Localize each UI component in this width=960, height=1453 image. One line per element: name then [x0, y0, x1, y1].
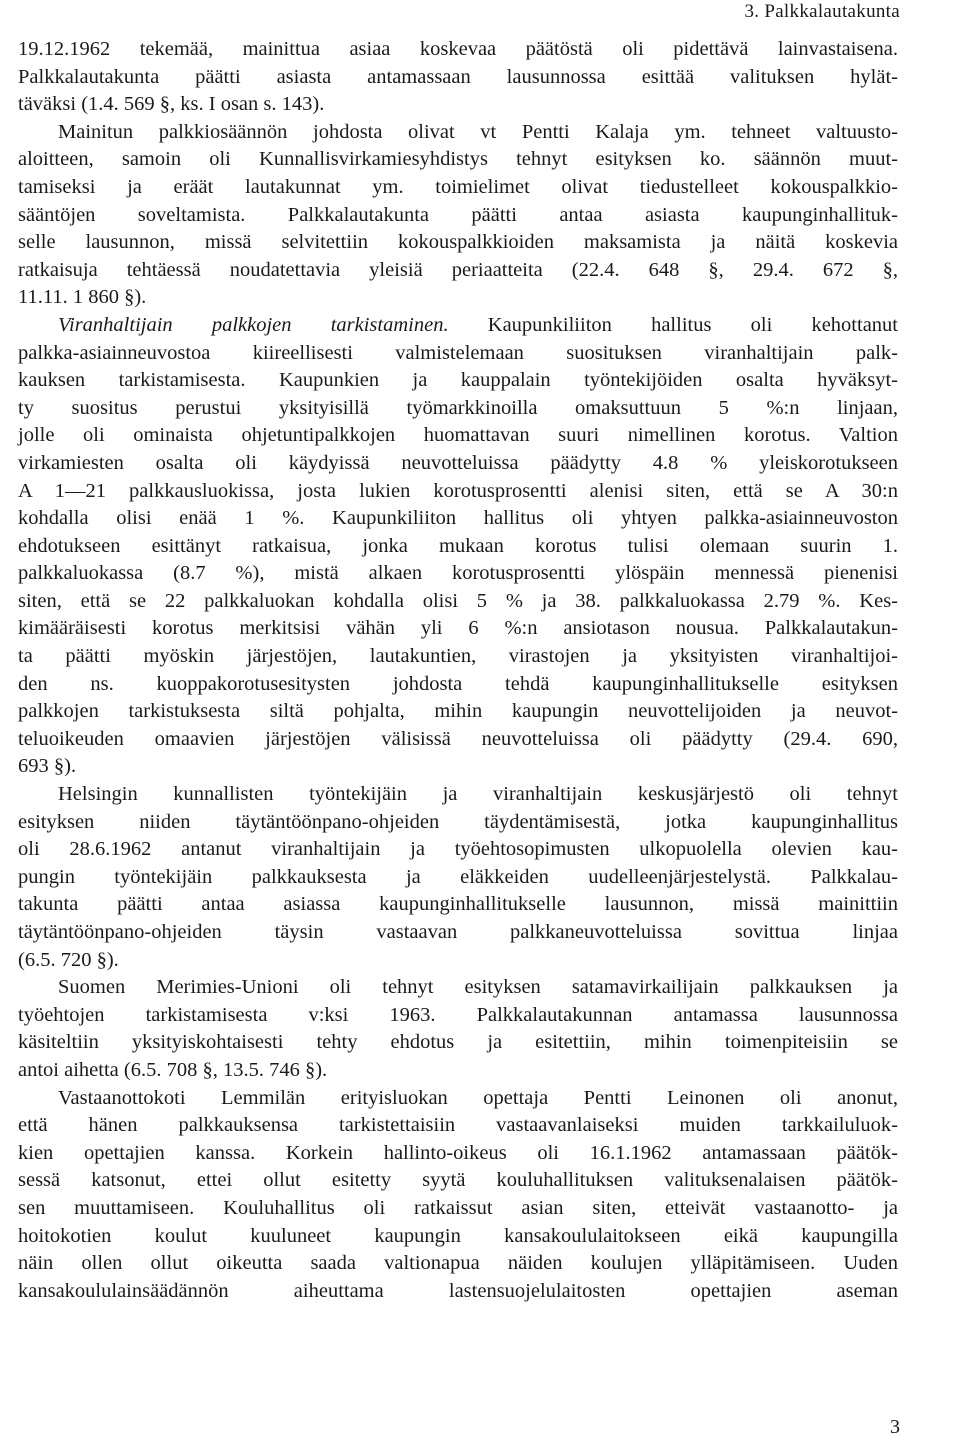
- line-text: kimääräisesti korotus merkitsisi vähän yli 6 %:n ansiotason nousua. Palkkalautakun-: [18, 617, 898, 640]
- line-text: Vastaanottokoti Lemmilän erityisluokan opettaja Pentti Leinonen oli anonut,: [58, 1086, 898, 1109]
- text-line: [18, 588, 898, 616]
- text-line: [18, 974, 898, 1002]
- text-line: [18, 809, 898, 837]
- line-text: ratkaisuja tehtäessä noudatettavia yleisiä periaatteita (22.4. 648 §, 29.4. 672 §,: [18, 258, 898, 281]
- text-line: [18, 1167, 898, 1195]
- line-text: näin ollen ollut oikeutta saada valtionapua näiden koulujen ylläpitämiseen. Uuden: [18, 1252, 898, 1275]
- running-header: 3. Palkkalautakunta: [744, 1, 900, 22]
- text-line: [18, 836, 898, 864]
- text-line: [18, 1029, 898, 1057]
- line-text: ty suositus perustui yksityisillä työmarkkinoilla omaksuttuun 5 %:n linjaan,: [18, 396, 898, 419]
- line-text: palkka-asiainneuvostoa kiireellisesti valmistelemaan suosituksen viranhaltijain palk-: [18, 341, 898, 364]
- text-line: [18, 919, 898, 947]
- text-line: [18, 257, 898, 285]
- text-line: [18, 1002, 898, 1030]
- line-text: jolle oli ominaista ohjetuntipalkkojen huomattavan suuri nimellinen korotus. Valtion: [18, 424, 898, 447]
- line-text: 11.11. 1 860 §).: [18, 286, 147, 309]
- text-line: [18, 1057, 898, 1085]
- line-text: Mainitun palkkiosäännön johdosta olivat vt Pentti Kalaja ym. tehneet valtuusto-: [58, 120, 898, 143]
- text-line: [18, 64, 898, 92]
- page-number: 3: [890, 1416, 900, 1438]
- line-text: 693 §).: [18, 755, 77, 778]
- line-text: teluoikeuden omaavien järjestöjen välisissä neuvotteluissa oli päädytty (29.4. 690,: [18, 727, 898, 750]
- line-text: sen muuttamiseen. Kouluhallitus oli ratkaissut asian siten, etteivät vastaanotto- ja: [18, 1196, 898, 1219]
- text-line: [18, 643, 898, 671]
- line-text: siten, että se 22 palkkaluokan kohdalla olisi 5 % ja 38. palkkaluokassa 2.79 %. Kes-: [18, 589, 898, 612]
- text-line: [18, 1278, 898, 1306]
- line-text: kansakoululainsäädännön aiheuttama lastensuojelulaitosten opettajien aseman: [18, 1279, 898, 1302]
- line-text: (6.5. 720 §).: [18, 948, 119, 971]
- line-text: oli 28.6.1962 antanut viranhaltijain ja työehtosopimusten ulkopuolella olevien kau-: [18, 838, 898, 861]
- line-text: den ns. kuoppakorotusesitysten johdosta tehdä kaupunginhallitukselle esityksen: [18, 672, 898, 695]
- text-line: [18, 202, 898, 230]
- text-line: [18, 340, 898, 368]
- line-text: tamiseksi ja eräät lautakunnat ym. toimielimet olivat tiedustelleet kokouspalkkio-: [18, 175, 898, 198]
- text-line: [18, 36, 898, 64]
- text-line: [18, 505, 898, 533]
- line-text: työehtojen tarkistamisesta v:ksi 1963. Palkkalautakunnan antamassa lausunnossa: [18, 1003, 898, 1026]
- line-text: A 1—21 palkkausluokissa, josta lukien korotusprosentti alenisi siten, että se A 30:n: [18, 479, 898, 502]
- line-text: 19.12.1962 tekemää, mainittua asiaa koskevaa päätöstä oli pidettävä lainvastaisena.: [18, 38, 898, 60]
- text-line: [18, 367, 898, 395]
- text-line: [18, 560, 898, 588]
- line-text: hoitokotien koulut kuuluneet kaupungin kansakoululaitokseen eikä kaupungilla: [18, 1224, 898, 1247]
- line-text: kien opettajien kanssa. Korkein hallinto-oikeus oli 16.1.1962 antamassaan päätök-: [18, 1141, 898, 1164]
- text-line: [18, 146, 898, 174]
- line-text: sessä katsonut, ettei ollut esitetty syytä kouluhallituksen valituksenalaisen päätök-: [18, 1169, 898, 1192]
- document-body: [18, 36, 898, 1305]
- line-text: kauksen tarkistamisesta. Kaupunkien ja kauppalain työntekijöiden osalta hyväksyt-: [18, 369, 898, 392]
- line-text: Kaupunkiliiton hallitus oli kehottanut: [448, 313, 898, 336]
- line-text: pungin työntekijäin palkkauksesta ja eläkkeiden uudelleenjärjestelystä. Palkkalau-: [18, 865, 898, 888]
- line-text: kohdalla olisi enää 1 %. Kaupunkiliiton hallitus oli yhtyen palkka-asiainneuvoston: [18, 507, 898, 530]
- text-line: [18, 1195, 898, 1223]
- text-line: [18, 229, 898, 257]
- line-text: täväksi (1.4. 569 §, ks. I osan s. 143).: [18, 93, 325, 116]
- line-text: palkkojen tarkistuksesta siltä pohjalta, mihin kaupungin neuvottelijoiden ja neuvot-: [18, 700, 898, 723]
- text-line: [18, 422, 898, 450]
- line-text: antoi aihetta (6.5. 708 §, 13.5. 746 §).: [18, 1058, 328, 1081]
- line-text: palkkaluokassa (8.7 %), mistä alkaen korotusprosentti ylöspäin mennessä pienenisi: [18, 562, 898, 585]
- text-line: [18, 312, 898, 340]
- line-text: aloitteen, samoin oli Kunnallisvirkamiesyhdistys tehnyt esityksen ko. säännön muut-: [18, 148, 898, 171]
- line-text: täytäntöönpano-ohjeiden täysin vastaavan palkkaneuvotteluissa sovittua linjaa: [18, 921, 898, 943]
- text-line: [18, 478, 898, 506]
- text-line: [18, 91, 898, 119]
- line-text: ehdotukseen esittänyt ratkaisua, jonka mukaan korotus tulisi olemaan suurin 1.: [18, 534, 898, 557]
- line-text: ta päätti myöskin järjestöjen, lautakuntien, virastojen ja yksityisten viranhaltijoi-: [18, 645, 898, 668]
- text-line: [18, 671, 898, 699]
- text-line: [18, 947, 898, 975]
- text-line: [18, 726, 898, 754]
- line-text: käsiteltiin yksityiskohtaisesti tehty ehdotus ja esitettiin, mihin toimenpiteisiin se: [18, 1031, 898, 1054]
- text-line: [18, 753, 898, 781]
- text-line: [18, 284, 898, 312]
- line-text: Palkkalautakunta päätti asiasta antamassaan lausunnossa esittää valituksen hylät-: [18, 65, 898, 88]
- text-line: [18, 1112, 898, 1140]
- line-text: että hänen palkkauksensa tarkistettaisiin vastaavanlaiseksi muiden tarkkailuluok-: [18, 1114, 898, 1137]
- text-line: [18, 891, 898, 919]
- line-text: Helsingin kunnallisten työntekijäin ja viranhaltijain keskusjärjestö oli tehnyt: [58, 783, 898, 806]
- line-text: esityksen niiden täytäntöönpano-ohjeiden täydentämisestä, jotka kaupunginhallitus: [18, 810, 898, 833]
- text-line: [18, 395, 898, 423]
- line-text: takunta päätti antaa asiassa kaupunginhallitukselle lausunnon, missä mainittiin: [18, 893, 898, 916]
- line-text: sääntöjen soveltamista. Palkkalautakunta päätti antaa asiasta kaupunginhallituk-: [18, 203, 898, 226]
- line-text: virkamiesten osalta oli käydyissä neuvotteluissa päädytty 4.8 % yleiskorotukseen: [18, 451, 898, 474]
- text-line: [18, 615, 898, 643]
- line-text: selle lausunnon, missä selvitettiin kokouspalkkioiden maksamista ja näitä koskevia: [18, 231, 898, 254]
- text-line: [18, 781, 898, 809]
- text-line: [18, 119, 898, 147]
- line-text: Suomen Merimies-Unioni oli tehnyt esityksen satamavirkailijain palkkauksen ja: [58, 976, 898, 999]
- text-line: [18, 174, 898, 202]
- section-heading-inline: Viranhaltijain palkkojen tarkistaminen.: [58, 313, 449, 336]
- text-line: [18, 698, 898, 726]
- text-line: [18, 1250, 898, 1278]
- text-line: [18, 450, 898, 478]
- text-line: [18, 1223, 898, 1251]
- text-line: [18, 864, 898, 892]
- text-line: [18, 533, 898, 561]
- text-line: [18, 1085, 898, 1113]
- text-line: [18, 1140, 898, 1168]
